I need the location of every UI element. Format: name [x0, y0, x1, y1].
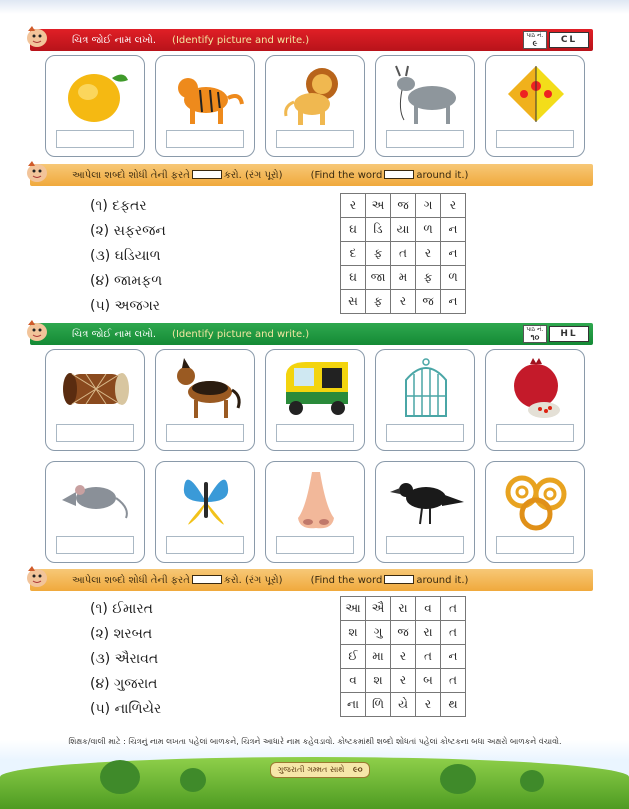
grid-cell[interactable]: ગુ: [366, 621, 391, 645]
mascot-icon: [22, 23, 52, 49]
instruction-english: (Find the word around it.): [310, 574, 469, 586]
answer-box[interactable]: [166, 424, 244, 442]
goat-icon: [386, 62, 466, 128]
answer-box[interactable]: [276, 536, 354, 554]
mascot-icon: [22, 158, 52, 184]
section-2-banner: [30, 164, 593, 186]
grid-cell[interactable]: શ: [366, 669, 391, 693]
grid-cell[interactable]: રા: [391, 597, 416, 621]
grid-cell[interactable]: જ: [391, 194, 416, 218]
word-search-grid: [340, 596, 466, 717]
picture-card-pomegranate: [485, 349, 585, 451]
answer-box[interactable]: [496, 424, 574, 442]
instruction-gujarati: ચિત્ર જોઈ નામ લખો.: [72, 328, 157, 340]
grid-cell[interactable]: અ: [366, 194, 391, 218]
answer-box[interactable]: [56, 536, 134, 554]
butterfly-icon: [166, 468, 246, 534]
grid-cell[interactable]: જ: [416, 290, 441, 314]
section-4-banner: [30, 569, 593, 591]
page-footer-label: ગુજરાતી ગમ્મત સાથે ૯૦: [270, 762, 370, 778]
word-item: (૩) ઐરાવત: [90, 651, 159, 667]
grid-cell[interactable]: ડિ: [366, 218, 391, 242]
picture-card-dog: [155, 349, 255, 451]
blank-box-icon: [192, 170, 222, 179]
instruction-gujarati: ચિત્ર જોઈ નામ લખો.: [72, 34, 157, 46]
grid-cell[interactable]: ત: [441, 621, 466, 645]
answer-box[interactable]: [276, 130, 354, 148]
tree-icon: [100, 760, 140, 794]
picture-card-lion: [265, 55, 365, 157]
answer-box[interactable]: [496, 536, 574, 554]
answer-box[interactable]: [496, 130, 574, 148]
drum-icon: [56, 356, 136, 422]
kite-icon: [496, 62, 576, 128]
word-item: (૨) સફરજન: [90, 223, 166, 239]
blank-box-icon: [384, 170, 414, 179]
answer-box[interactable]: [276, 424, 354, 442]
picture-card-jalebi: [485, 461, 585, 563]
level-tag: HL: [549, 326, 589, 342]
nose-icon: [276, 468, 356, 534]
answer-box[interactable]: [386, 130, 464, 148]
picture-card-drum: [45, 349, 145, 451]
grid-cell[interactable]: ર: [391, 669, 416, 693]
grid-cell[interactable]: યા: [391, 218, 416, 242]
section-1-banner: [30, 29, 593, 51]
auto-rickshaw-icon: [276, 356, 356, 422]
grid-cell[interactable]: ર: [416, 242, 441, 266]
pomegranate-icon: [496, 356, 576, 422]
lion-icon: [276, 62, 356, 128]
instruction-gujarati: આપેલા શબ્દો શોધી તેની ફરતે કરો. (રંગ પૂરો): [72, 574, 283, 586]
instruction-english: (Identify picture and write.): [172, 328, 310, 340]
word-list: [90, 194, 166, 319]
rat-icon: [56, 468, 136, 534]
mango-icon: [56, 62, 136, 128]
answer-box[interactable]: [166, 536, 244, 554]
grid-cell[interactable]: સ: [341, 290, 366, 314]
picture-card-rat: [45, 461, 145, 563]
level-tag: CL: [549, 32, 589, 48]
grid-cell[interactable]: ફ: [416, 266, 441, 290]
grid-cell[interactable]: ર: [391, 290, 416, 314]
grid-cell[interactable]: બ: [416, 669, 441, 693]
lesson-number-box: પાઠ નં. ૯: [523, 31, 547, 49]
grid-cell[interactable]: ત: [441, 669, 466, 693]
word-item: (૫) અજગર: [90, 298, 161, 314]
word-item: (૧) દફતર: [90, 198, 147, 214]
grid-cell[interactable]: રા: [416, 621, 441, 645]
word-list: [90, 597, 161, 722]
jalebi-icon: [496, 468, 576, 534]
grid-cell[interactable]: ઘ: [341, 218, 366, 242]
word-search-grid: [340, 193, 466, 314]
answer-box[interactable]: [56, 424, 134, 442]
picture-card-kite: [485, 55, 585, 157]
grid-cell[interactable]: આ: [341, 597, 366, 621]
picture-card-tiger: [155, 55, 255, 157]
grid-cell[interactable]: વ: [416, 597, 441, 621]
grid-cell[interactable]: ન: [441, 242, 466, 266]
grid-cell[interactable]: દ: [341, 242, 366, 266]
crow-icon: [386, 468, 466, 534]
grid-cell[interactable]: ત: [391, 242, 416, 266]
answer-box[interactable]: [386, 424, 464, 442]
picture-card-butterfly: [155, 461, 255, 563]
grid-cell[interactable]: ત: [441, 597, 466, 621]
mascot-icon: [22, 563, 52, 589]
tree-icon: [180, 768, 206, 792]
grid-cell[interactable]: ર: [391, 645, 416, 669]
word-item: (૧) ઈમારત: [90, 601, 153, 617]
word-item: (૨) શરબત: [90, 626, 153, 642]
grid-cell[interactable]: ના: [341, 693, 366, 717]
grid-cell[interactable]: ર: [441, 194, 466, 218]
instruction-gujarati: આપેલા શબ્દો શોધી તેની ફરતે કરો. (રંગ પૂરો): [72, 169, 283, 181]
grid-cell[interactable]: ન: [441, 645, 466, 669]
grid-cell[interactable]: ફ: [366, 242, 391, 266]
lesson-number-box: પાઠ નં. ૧૦: [523, 325, 547, 343]
grid-cell[interactable]: ળ: [416, 218, 441, 242]
grid-cell[interactable]: મ: [391, 266, 416, 290]
grid-cell[interactable]: જા: [366, 266, 391, 290]
grid-cell[interactable]: શ: [341, 621, 366, 645]
grid-cell[interactable]: ફ: [366, 290, 391, 314]
word-item: (૫) નાળિયેર: [90, 701, 162, 717]
grid-cell[interactable]: મા: [366, 645, 391, 669]
tiger-icon: [166, 62, 246, 128]
blank-box-icon: [192, 575, 222, 584]
tree-icon: [520, 770, 544, 792]
answer-box[interactable]: [166, 130, 244, 148]
word-item: (૪) જામફળ: [90, 273, 163, 289]
page-number: ૯૦: [352, 765, 363, 774]
teacher-note: શિક્ષક/વાલી માટે : ચિત્રનું નામ લખતા પહેલાં બાળકને, ચિત્રને આધારે નામ કહેવડાવો. કોષ્ટકમાંથી શબ્દો શોધતાં પહેલાં કોષ્ટકના બધા અક્ષરો બાળકને વંચાવો.: [68, 737, 562, 746]
blank-box-icon: [384, 575, 414, 584]
picture-card-mango: [45, 55, 145, 157]
mascot-icon: [22, 317, 52, 343]
grid-cell[interactable]: ઘ: [341, 266, 366, 290]
picture-card-goat: [375, 55, 475, 157]
answer-box[interactable]: [56, 130, 134, 148]
dog-icon: [166, 356, 246, 422]
grid-cell[interactable]: થ: [441, 693, 466, 717]
grid-cell[interactable]: વ: [341, 669, 366, 693]
instruction-english: (Find the word around it.): [310, 169, 469, 181]
grid-cell[interactable]: ન: [441, 218, 466, 242]
section-3-banner: [30, 323, 593, 345]
grid-cell[interactable]: ન: [441, 290, 466, 314]
grid-cell[interactable]: ગ: [416, 194, 441, 218]
grid-cell[interactable]: જ: [391, 621, 416, 645]
grid-cell[interactable]: ર: [416, 693, 441, 717]
picture-card-crow: [375, 461, 475, 563]
word-item: (૪) ગુજરાત: [90, 676, 158, 692]
picture-card-auto-rickshaw: [265, 349, 365, 451]
picture-card-nose: [265, 461, 365, 563]
instruction-english: (Identify picture and write.): [172, 34, 310, 46]
grid-cell[interactable]: ત: [416, 645, 441, 669]
bird-cage-icon: [386, 356, 466, 422]
word-item: (૩) ઘડિયાળ: [90, 248, 161, 264]
answer-box[interactable]: [386, 536, 464, 554]
grid-cell[interactable]: ઐ: [366, 597, 391, 621]
grid-cell[interactable]: ળિ: [366, 693, 391, 717]
tree-icon: [440, 764, 476, 794]
grid-cell[interactable]: ળ: [441, 266, 466, 290]
grid-cell[interactable]: યે: [391, 693, 416, 717]
grid-cell[interactable]: ઈ: [341, 645, 366, 669]
picture-card-bird-cage: [375, 349, 475, 451]
grid-cell[interactable]: ર: [341, 194, 366, 218]
